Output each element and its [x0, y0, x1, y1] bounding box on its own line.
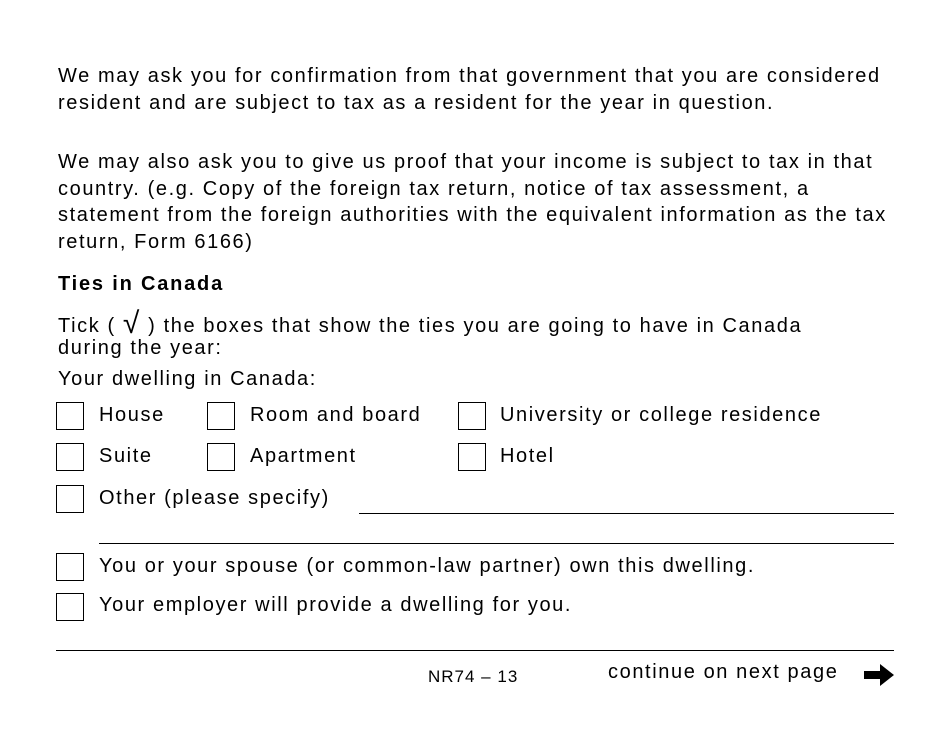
employer-dwelling-label: Your employer will provide a dwelling for you. [99, 594, 573, 616]
tick-symbol: √ [122, 307, 141, 340]
other-specify-line-1[interactable] [359, 513, 894, 514]
room-board-checkbox[interactable] [207, 402, 235, 430]
dwelling-label: Your dwelling in Canada: [58, 368, 317, 390]
footer-divider [56, 650, 894, 651]
paragraph-confirmation: We may ask you for confirmation from that government that you are considered resident and are subject to tax as a resident for the year in question. [58, 65, 881, 114]
own-dwelling-label: You or your spouse (or common-law partner) own this dwelling. [99, 555, 756, 577]
room-board-label: Room and board [250, 404, 422, 426]
tick-instruction-line2: during the year: [58, 337, 223, 359]
suite-checkbox[interactable] [56, 443, 84, 471]
continue-text: continue on next page [608, 661, 839, 683]
apartment-checkbox[interactable] [207, 443, 235, 471]
university-checkbox[interactable] [458, 402, 486, 430]
house-label: House [99, 404, 165, 426]
tick-instruction [58, 306, 802, 340]
own-dwelling-checkbox[interactable] [56, 553, 84, 581]
page-number: NR74 – 13 [428, 667, 519, 686]
employer-dwelling-checkbox[interactable] [56, 593, 84, 621]
other-specify-line-2[interactable] [99, 543, 894, 544]
other-checkbox[interactable] [56, 485, 84, 513]
apartment-label: Apartment [250, 445, 357, 467]
suite-label: Suite [99, 445, 153, 467]
paragraph-proof: We may also ask you to give us proof that your income is subject to tax in that country. (e.g. Copy of the foreign tax return, notice of tax assessment, a statement from the foreign authorities with the equivalent information as the tax return, Form 6166) [58, 151, 887, 253]
tick-prefix: Tick ( [58, 315, 116, 337]
other-label: Other (please specify) [99, 487, 330, 509]
hotel-label: Hotel [500, 445, 555, 467]
arrow-right-icon [864, 664, 894, 686]
university-label: University or college residence [500, 404, 822, 426]
tick-suffix: ) the boxes that show the ties you are going to have in Canada [148, 315, 803, 337]
section-heading: Ties in Canada [58, 273, 224, 295]
hotel-checkbox[interactable] [458, 443, 486, 471]
house-checkbox[interactable] [56, 402, 84, 430]
